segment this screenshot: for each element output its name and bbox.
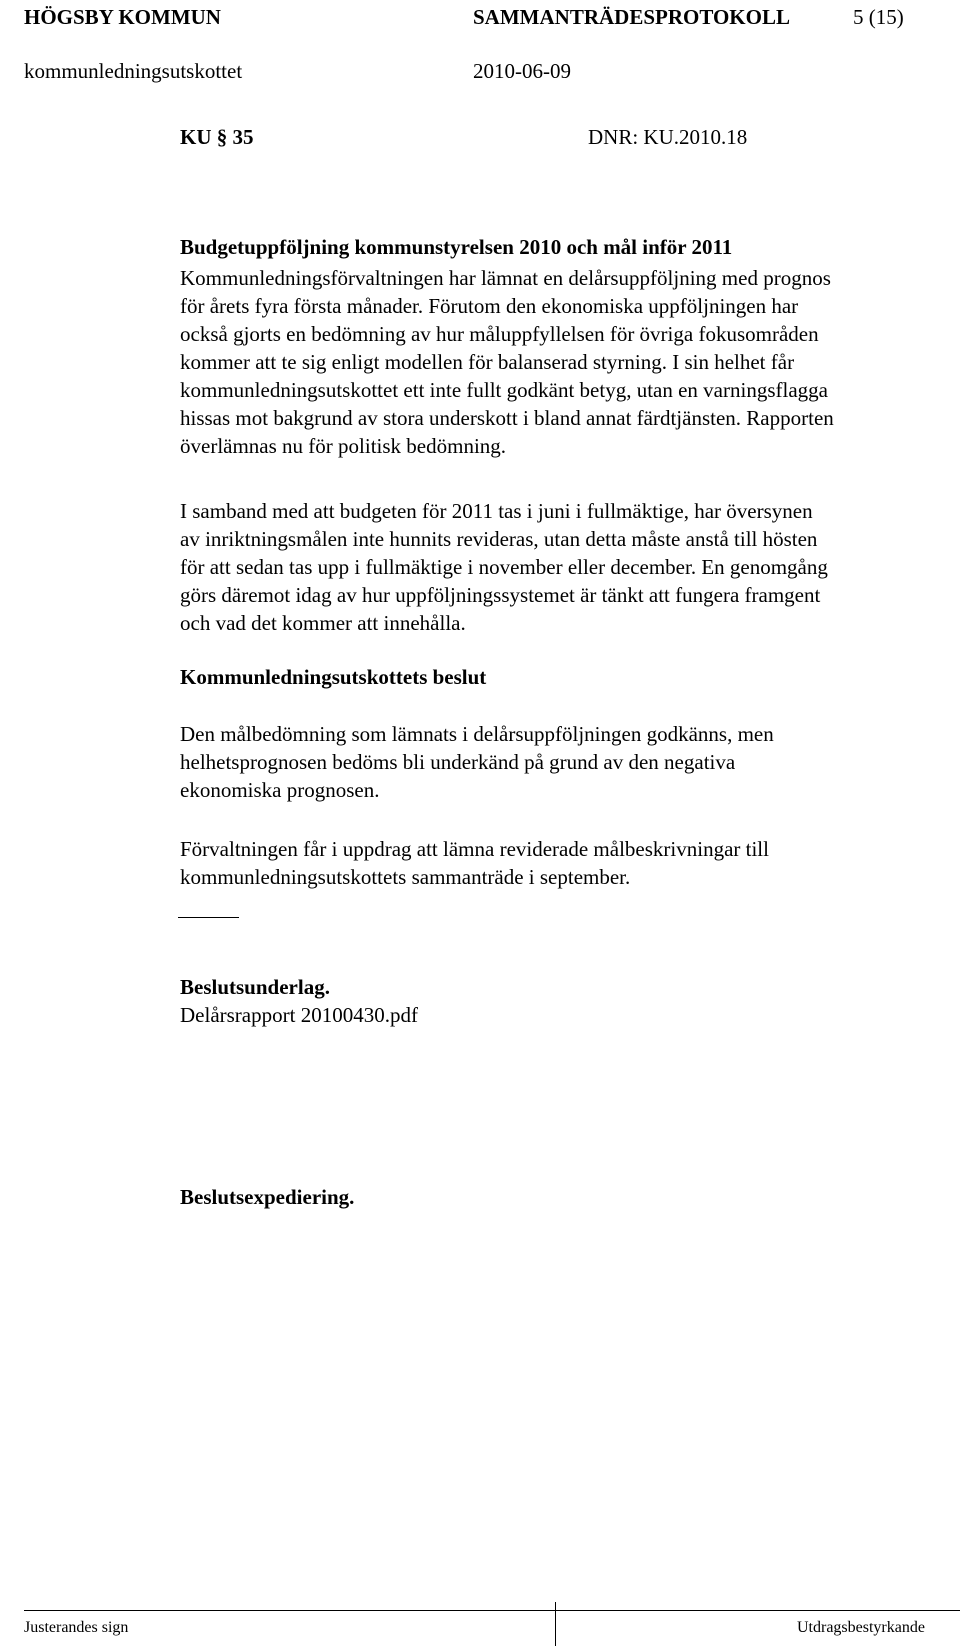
footer-divider [555, 1602, 556, 1646]
dispatch-heading: Beslutsexpediering. [180, 1185, 355, 1209]
text-line: kommunledningsutskottets sammanträde i september. [180, 865, 631, 889]
text-line: ekonomiska prognosen. [180, 778, 380, 802]
committee-name: kommunledningsutskottet [24, 59, 243, 83]
text-line: överlämnas nu för politisk bedömning. [180, 434, 507, 458]
decision-paragraph-1 [180, 720, 950, 804]
text-line: kommunledningsutskottet ett inte fullt godkänt betyg, utan en varningsflagga [180, 378, 828, 402]
text-line: och vad det kommer att innehålla. [180, 611, 466, 635]
justerandes-sign-label: Justerandes sign [24, 1619, 129, 1636]
text-line: för att sedan tas upp i fullmäktige i november eller december. En genomgång [180, 555, 828, 579]
paragraph-budget [180, 497, 950, 637]
basis-file: Delårsrapport 20100430.pdf [180, 1003, 418, 1027]
text-line: också gjorts en bedömning av hur måluppfyllelsen för övriga fokusområden [180, 322, 819, 346]
paragraph-background [180, 264, 950, 460]
page-number: 5 (15) [853, 5, 904, 29]
paragraph-number: KU § 35 [180, 125, 254, 149]
text-line: görs däremot idag av hur uppföljningssystemet är tänkt att fungera framgent [180, 583, 821, 607]
organization-name: HÖGSBY KOMMUN [24, 5, 221, 29]
text-line: Kommunledningsförvaltningen har lämnat en delårsuppföljning med prognos [180, 266, 831, 290]
basis-heading: Beslutsunderlag. [180, 975, 330, 999]
text-line: helhetsprognosen bedöms bli underkänd på grund av den negativa [180, 750, 736, 774]
utdragsbestyrkande-label: Utdragsbestyrkande [797, 1619, 925, 1636]
footer-rule [24, 1610, 960, 1611]
decision-paragraph-2 [180, 835, 950, 891]
text-line: Förvaltningen får i uppdrag att lämna reviderade målbeskrivningar till [180, 837, 769, 861]
text-line: Den målbedömning som lämnats i delårsuppföljningen godkänns, men [180, 722, 774, 746]
decision-heading: Kommunledningsutskottets beslut [180, 665, 487, 689]
text-line: för årets fyra första månader. Förutom den ekonomiska uppföljningen har [180, 294, 799, 318]
text-line: I samband med att budgeten för 2011 tas i juni i fullmäktige, har översynen [180, 499, 813, 523]
document-type: SAMMANTRÄDESPROTOKOLL [473, 5, 790, 29]
dnr-number: DNR: KU.2010.18 [588, 125, 748, 149]
text-line: hissas mot bakgrund av stora underskott i bland annat färdtjänsten. Rapporten [180, 406, 834, 430]
case-title: Budgetuppföljning kommunstyrelsen 2010 och mål inför 2011 [180, 235, 733, 259]
text-line: av inriktningsmålen inte hunnits revideras, utan detta måste anstå till hösten [180, 527, 818, 551]
separator-rule [178, 917, 239, 918]
meeting-date: 2010-06-09 [473, 59, 571, 83]
text-line: kommer att te sig enligt modellen för balanserad styrning. I sin helhet får [180, 350, 795, 374]
